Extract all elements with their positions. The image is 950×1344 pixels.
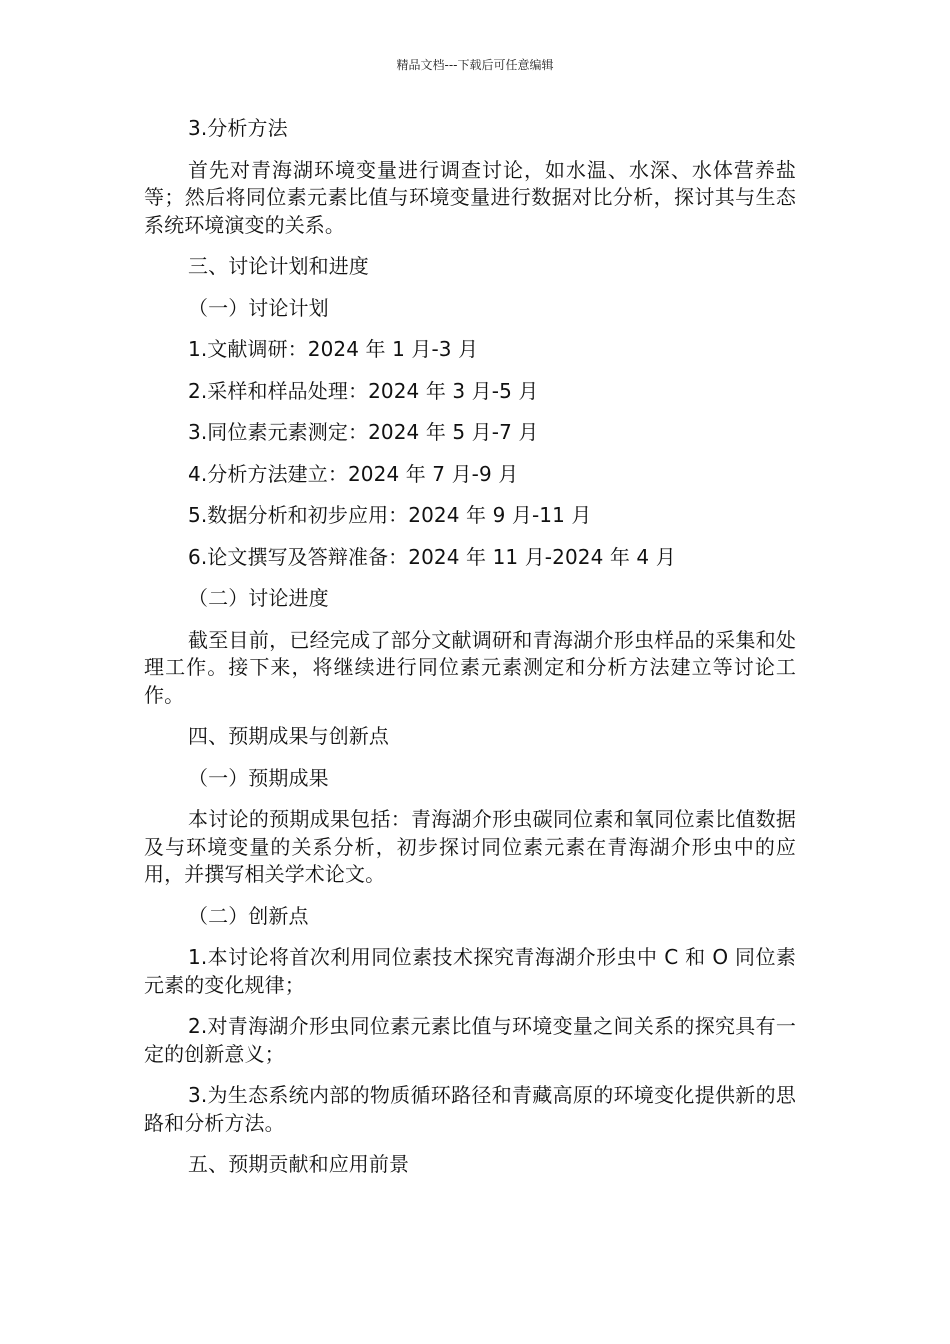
innovation-item-2: 2.对青海湖介形虫同位素元素比值与环境变量之间关系的探究具有一定的创新意义； bbox=[144, 1014, 796, 1066]
section-heading-plan-progress: 三、讨论计划和进度 bbox=[188, 254, 369, 278]
page-header: 精品文档---下载后可任意编辑 bbox=[396, 58, 554, 72]
plan-item-4: 4.分析方法建立：2024 年 7 月-9 月 bbox=[188, 461, 519, 486]
plan-item-1: 1.文献调研：2024 年 1 月-3 月 bbox=[188, 337, 479, 361]
paragraph-analysis-method: 首先对青海湖环境变量进行调查讨论，如水温、水深、水体营养盐等；然后将同位素元素比值与环境变量进行数据对比分析，探讨其与生态系统环境演变的关系。 bbox=[144, 157, 796, 237]
plan-item-3: 3.同位素元素测定：2024 年 5 月-7 月 bbox=[188, 420, 539, 444]
subheading-plan: （一）讨论计划 bbox=[188, 295, 329, 320]
subheading-expected-results: （一）预期成果 bbox=[188, 765, 329, 790]
plan-item-6: 6.论文撰写及答辩准备：2024 年 11 月-2024 年 4 月 bbox=[188, 544, 676, 569]
paragraph-progress: 截至目前，已经完成了部分文献调研和青海湖介形虫样品的采集和处理工作。接下来，将继续进行同位素元素测定和分析方法建立等讨论工作。 bbox=[144, 627, 796, 707]
plan-item-2: 2.采样和样品处理：2024 年 3 月-5 月 bbox=[188, 378, 539, 403]
section-heading-expected-results: 四、预期成果与创新点 bbox=[188, 724, 389, 748]
subheading-progress: （二）讨论进度 bbox=[188, 586, 329, 610]
paragraph-expected-results: 本讨论的预期成果包括：青海湖介形虫碳同位素和氧同位素比值数据及与环境变量的关系分析，初步探讨同位素元素在青海湖介形虫中的应用，并撰写相关学术论文。 bbox=[144, 807, 796, 886]
section-heading-analysis-method: 3.分析方法 bbox=[188, 116, 288, 140]
document-body bbox=[144, 115, 796, 1193]
innovation-item-1: 1.本讨论将首次利用同位素技术探究青海湖介形虫中 C 和 O 同位素元素的变化规律； bbox=[144, 945, 796, 997]
subheading-innovation: （二）创新点 bbox=[188, 903, 309, 928]
section-heading-contribution: 五、预期贡献和应用前景 bbox=[188, 1152, 410, 1176]
innovation-item-3: 3.为生态系统内部的物质循环路径和青藏高原的环境变化提供新的思路和分析方法。 bbox=[144, 1083, 796, 1135]
plan-item-5: 5.数据分析和初步应用：2024 年 9 月-11 月 bbox=[188, 503, 592, 527]
